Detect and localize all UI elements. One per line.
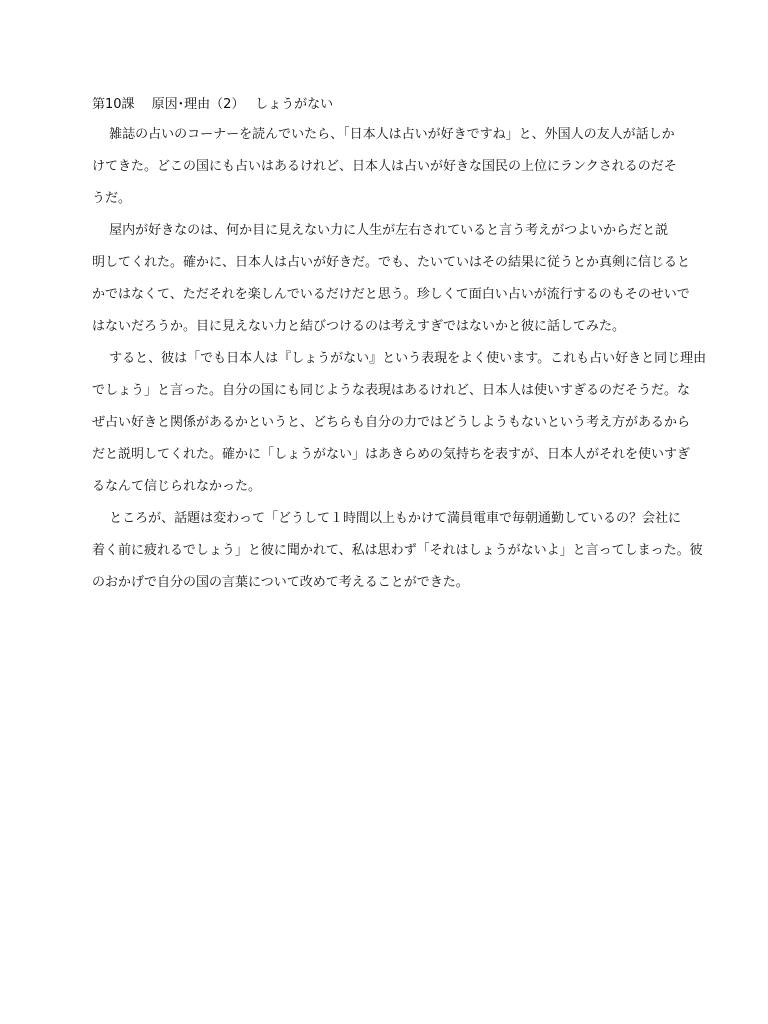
paragraph-2-line-2: 明してくれた。確かに、日本人は占いが好きだ。でも、たいていはその結果に従うとか真剣に信じると: [92, 255, 691, 270]
paragraph-3-line-3: ぜ占い好きと関係があるかというと、どちらも自分の力ではどうしようもないという考え方があるから: [92, 415, 691, 430]
paragraph-2-line-1: 屋内が好きなのは、何か目に見えない力に人生が左右されていると言う考えがつよいからだと説: [92, 223, 669, 238]
paragraph-4-line-1: ところが、話題は変わって「どうして１時間以上もかけて満員電車で毎朝通勤しているの？会社に: [92, 511, 682, 526]
paragraph-1-line-3: うだ。: [92, 191, 132, 206]
paragraph-4-line-2: 着く前に疲れるでしょう」と彼に聞かれて、私は思わず「それはしょうがないよ」と言ってしまった。彼: [92, 543, 703, 558]
lesson-title: 第10課 原因･理由（2） しょうがない: [92, 97, 334, 112]
paragraph-1-line-2: けてきた。どこの国にも占いはあるけれど、日本人は占いが好きな国民の上位にランクされるのだそ: [92, 159, 677, 174]
paragraph-3-line-1: すると、彼は「でも日本人は『しょうがない』という表現をよく使います。これも占い好きと同じ理由: [92, 351, 707, 366]
paragraph-3-line-4: だと説明してくれた。確かに「しょうがない」はあきらめの気持ちを表すが、日本人がそれを使いすぎ: [92, 447, 691, 462]
paragraph-2-line-4: はないだろうか。目に見えない力と結びつけるのは考えすぎではないかと彼に話してみた。: [92, 319, 626, 334]
paragraph-4-line-3: のおかげで自分の国の言葉について改めて考えることができた。: [92, 575, 469, 590]
paragraph-3-line-5: るなんて信じられなかった。: [92, 479, 262, 494]
paragraph-2-line-3: かではなくて、ただそれを楽しんでいるだけだと思う。珍しくて面白い占いが流行するのもそのせいで: [92, 287, 690, 302]
paragraph-3-line-2: でしょう」と言った。自分の国にも同じような表現はあるけれど、日本人は使いすぎるのだそうだ。な: [92, 383, 691, 398]
paragraph-1-line-1: 雑誌の占いのコーナーを読んでいたら、「日本人は占いが好きですね」と、外国人の友人が話しか: [92, 127, 675, 142]
